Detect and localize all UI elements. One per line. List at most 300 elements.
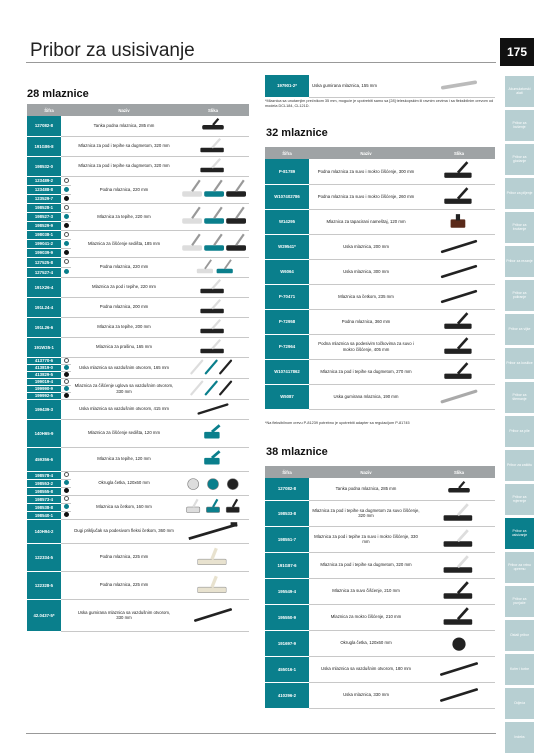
product-code: 413819-0 bbox=[27, 364, 61, 371]
color-cell bbox=[61, 479, 71, 487]
product-code: 191X26-4 bbox=[27, 277, 61, 297]
color-cell bbox=[61, 399, 71, 419]
product-code: 122328-5 bbox=[27, 571, 61, 599]
table-row bbox=[27, 277, 249, 297]
product-description: Podna mlaznica, 225 mm bbox=[71, 543, 177, 571]
product-description: Podna mlaznica, 225 mm bbox=[71, 571, 177, 599]
table-row bbox=[27, 378, 249, 385]
wide-product-image bbox=[424, 580, 494, 602]
floorbrush-product-image bbox=[178, 137, 248, 155]
side-tab[interactable]: Pribor za poliranje bbox=[505, 280, 534, 311]
table-header-name: Naziv bbox=[309, 147, 423, 159]
product-description: Mlaznica za tapacirani nameštaj, 120 mm bbox=[309, 209, 423, 234]
product-description: Tanka podna mlaznica, 285 mm bbox=[71, 116, 177, 136]
product-code: 199992-5 bbox=[27, 392, 61, 399]
table-row bbox=[27, 257, 249, 267]
side-tab[interactable]: Pribor za bušenje bbox=[505, 110, 534, 141]
crevice3-product-image bbox=[178, 358, 248, 376]
side-tab[interactable]: Pribor za piljenje bbox=[505, 178, 534, 209]
side-tab[interactable]: Odjeća bbox=[505, 688, 534, 719]
product-description: Dugi priključak sa podesivom fleksi četkom, 360 mm bbox=[71, 519, 177, 543]
table-row bbox=[27, 136, 249, 156]
side-tab[interactable]: Kofer i torbe bbox=[505, 654, 534, 685]
color-cell bbox=[61, 357, 71, 364]
table-row bbox=[265, 384, 495, 409]
product-code: 198553-2 bbox=[27, 479, 61, 487]
product-image-cell bbox=[423, 159, 495, 184]
product-description: Podna mlaznica, 220 mm bbox=[71, 176, 177, 203]
product-description: Podna mlaznica za suvo i mokro čišćenje, 300 mm bbox=[309, 159, 423, 184]
color-dot bbox=[64, 379, 69, 384]
product-description: Mlaznica za pod i tepihe sa dugmetom, 320 mm bbox=[71, 156, 177, 176]
product-image-cell bbox=[177, 317, 249, 337]
color-dot bbox=[64, 393, 69, 398]
table-row bbox=[265, 526, 495, 552]
product-code: 198551-7 bbox=[265, 526, 309, 552]
color-dot bbox=[64, 472, 69, 477]
color-dot bbox=[64, 386, 69, 391]
section-28-table bbox=[27, 104, 249, 632]
product-description: Mlaznica za pod i tepihe sa dugmetom, 320 mm bbox=[309, 552, 423, 578]
color-cell bbox=[61, 277, 71, 297]
table-row bbox=[27, 357, 249, 364]
table-row bbox=[27, 419, 249, 447]
page-number: 175 bbox=[500, 38, 534, 66]
color-dot bbox=[64, 480, 69, 485]
wide-product-image bbox=[424, 186, 494, 207]
product-image-cell bbox=[423, 656, 495, 682]
product-description: Mlaznica za pod i tepihe, 220 mm bbox=[71, 277, 177, 297]
product-description: Podna mlaznica, 360 mm bbox=[309, 309, 423, 334]
wide-product-image bbox=[424, 311, 494, 332]
table-row bbox=[265, 209, 495, 234]
product-code: 410296-2 bbox=[265, 682, 309, 708]
product-code: 199041-2 bbox=[27, 239, 61, 248]
product-description: Mlaznica za tepihe, 200 mm bbox=[71, 317, 177, 337]
color-cell bbox=[61, 471, 71, 479]
wide-product-image bbox=[424, 361, 494, 382]
product-description: Podna mlaznica, 220 mm bbox=[71, 257, 177, 277]
table-row bbox=[265, 578, 495, 604]
product-description: Mlaznica za pod i tepihe sa dugmetom za suvo čišćenje, 320 mm bbox=[309, 500, 423, 526]
product-image-cell bbox=[177, 543, 249, 571]
table-row bbox=[27, 317, 249, 337]
product-code: 123488-8 bbox=[27, 185, 61, 194]
product-image-cell bbox=[177, 495, 249, 519]
product-code: 122334-5 bbox=[27, 543, 61, 571]
floor-product-image bbox=[424, 479, 494, 497]
side-tab[interactable]: Ostali pribor bbox=[505, 620, 534, 651]
color-cell bbox=[61, 495, 71, 503]
color-dot bbox=[64, 259, 69, 264]
long-product-image bbox=[178, 520, 248, 542]
product-description: Mlaznica za pod i tepihe za suvo i mokro čišćenje, 330 mm bbox=[309, 526, 423, 552]
color-dot bbox=[64, 269, 69, 274]
floorbrush-product-image bbox=[178, 338, 248, 356]
graycrevice-product-image bbox=[424, 386, 494, 407]
color-cell bbox=[61, 239, 71, 248]
color-cell bbox=[61, 136, 71, 156]
color-cell bbox=[61, 519, 71, 543]
table-row bbox=[27, 337, 249, 357]
crevice-product-image bbox=[424, 261, 494, 282]
color-cell bbox=[61, 257, 71, 267]
color-cell bbox=[61, 392, 71, 399]
color-cell bbox=[61, 378, 71, 385]
table-row bbox=[27, 471, 249, 479]
product-image-cell bbox=[423, 259, 495, 284]
round-product-image bbox=[424, 632, 494, 654]
table-row bbox=[27, 447, 249, 471]
footer-divider bbox=[26, 733, 496, 734]
product-code: 195550-9 bbox=[265, 604, 309, 630]
product-description: Mlaznica za tepihe, 220 mm bbox=[71, 203, 177, 230]
side-tab[interactable]: Pribor za vijke bbox=[505, 314, 534, 345]
duo-product-image bbox=[178, 258, 248, 276]
product-image-cell bbox=[423, 334, 495, 359]
product-code: 413770-6 bbox=[27, 357, 61, 364]
product-image-cell bbox=[423, 682, 495, 708]
product-code: 123529-7 bbox=[27, 194, 61, 203]
crevice-product-image bbox=[424, 684, 494, 706]
page-title: Pribor za usisivanje bbox=[30, 40, 195, 61]
color-cell bbox=[61, 419, 71, 447]
product-image-cell bbox=[177, 599, 249, 631]
hose-product-image bbox=[424, 76, 494, 94]
color-dot bbox=[64, 504, 69, 509]
color-cell bbox=[61, 543, 71, 571]
product-image-cell bbox=[177, 357, 249, 378]
table-row bbox=[265, 284, 495, 309]
floorbrush-product-image bbox=[178, 318, 248, 336]
product-code: 199019-4 bbox=[27, 378, 61, 385]
color-cell bbox=[61, 503, 71, 511]
table-row bbox=[265, 184, 495, 209]
product-code: W14295 bbox=[265, 209, 309, 234]
color-dot bbox=[64, 205, 69, 210]
product-image-cell bbox=[423, 478, 495, 500]
table-row bbox=[27, 571, 249, 599]
product-image-cell bbox=[423, 75, 495, 97]
table-row bbox=[265, 682, 495, 708]
trio-product-image bbox=[178, 178, 248, 200]
product-description: Mlaznica za pod i tepihe sa dugmetom, 270 mm bbox=[309, 359, 423, 384]
side-tab[interactable]: Pribor za rezanje bbox=[505, 246, 534, 277]
table-row bbox=[265, 359, 495, 384]
table-row bbox=[265, 630, 495, 656]
product-code: 191G86-8 bbox=[27, 136, 61, 156]
product-description: Podna mlaznica, 200 mm bbox=[71, 297, 177, 317]
product-image-cell bbox=[177, 297, 249, 317]
side-tab[interactable]: Pribor za glodanje bbox=[505, 144, 534, 175]
product-description: Mlaznica za prašinu, 165 mm bbox=[71, 337, 177, 357]
top-right-table bbox=[265, 75, 495, 98]
note-35mm: *Mlaznica sa unutarnjim prečnikom 35 mm, moguće je upotrebiti samo sa [28] teleskopskim ili ravnim cevima i sa fleksibilnim crevom od modela DCL184, CL121D. bbox=[265, 99, 494, 108]
color-dot bbox=[64, 214, 69, 219]
color-dot bbox=[64, 223, 69, 228]
product-code: 127082-8 bbox=[27, 116, 61, 136]
crevice-product-image bbox=[178, 400, 248, 418]
product-code: 191L26-6 bbox=[27, 317, 61, 337]
product-description: Uska mlaznica sa vazdušnim otvorom, 415 mm bbox=[71, 399, 177, 419]
crevice-product-image bbox=[424, 236, 494, 257]
product-image-cell bbox=[177, 156, 249, 176]
product-code: 198527-3 bbox=[27, 212, 61, 221]
product-code: W29541* bbox=[265, 234, 309, 259]
color-cell bbox=[61, 297, 71, 317]
product-image-cell bbox=[177, 447, 249, 471]
product-image-cell bbox=[177, 399, 249, 419]
table-header-name: Naziv bbox=[71, 104, 177, 116]
color-cell bbox=[61, 385, 71, 392]
color-dot bbox=[64, 358, 69, 363]
table-row bbox=[265, 309, 495, 334]
table-row bbox=[27, 399, 249, 419]
color-cell bbox=[61, 364, 71, 371]
product-image-cell bbox=[177, 277, 249, 297]
product-code: 198529-9 bbox=[27, 221, 61, 230]
color-cell bbox=[61, 156, 71, 176]
product-code: 123489-2 bbox=[27, 176, 61, 185]
product-code: 455016-1 bbox=[265, 656, 309, 682]
product-code: W107417862 bbox=[265, 359, 309, 384]
table-row bbox=[265, 334, 495, 359]
floorbrush-product-image bbox=[424, 554, 494, 576]
wide-product-image bbox=[424, 160, 494, 181]
product-image-cell bbox=[423, 209, 495, 234]
table-header-image: Slika bbox=[423, 466, 495, 478]
table-row bbox=[27, 599, 249, 631]
product-image-cell bbox=[423, 578, 495, 604]
product-description: Uska mlaznica, 330 mm bbox=[309, 682, 423, 708]
side-tab[interactable]: Indeks bbox=[505, 722, 534, 753]
crevice-product-image bbox=[424, 286, 494, 307]
product-description: Uska mlaznica, 200 mm bbox=[309, 234, 423, 259]
note-adapter: *Na fleksibilnom crevu P-81239 potrebno je upotrebiti adapter sa regulacijom P-81745 bbox=[265, 421, 410, 425]
product-image-cell bbox=[177, 519, 249, 543]
product-image-cell bbox=[177, 378, 249, 399]
product-description: Uska mlaznica sa vazdušnim otvorom, 165 mm bbox=[71, 357, 177, 378]
product-description: Podna mlaznica za suvo i mokro čišćenje, 260 mm bbox=[309, 184, 423, 209]
floor-product-image bbox=[178, 116, 248, 134]
side-tab[interactable]: Pribor za zaštitu bbox=[505, 450, 534, 481]
color-dot bbox=[64, 488, 69, 493]
color-dot bbox=[64, 178, 69, 183]
table-row bbox=[265, 500, 495, 526]
crevice3-product-image bbox=[178, 379, 248, 397]
product-image-cell bbox=[177, 419, 249, 447]
product-image-cell bbox=[177, 116, 249, 136]
table-row bbox=[27, 495, 249, 503]
table-row bbox=[265, 656, 495, 682]
product-code: 140H94-2 bbox=[27, 519, 61, 543]
section-32-title: 32 mlaznice bbox=[266, 127, 328, 139]
color-cell bbox=[61, 511, 71, 519]
product-image-cell bbox=[423, 604, 495, 630]
color-cell bbox=[61, 185, 71, 194]
product-description: Uska gumirana mlaznica, 155 mm bbox=[309, 75, 423, 97]
product-code: 459356-6 bbox=[27, 447, 61, 471]
product-description: Mlaznica za tepihe, 120 mm bbox=[71, 447, 177, 471]
product-image-cell bbox=[423, 359, 495, 384]
crevice-product-image bbox=[424, 658, 494, 680]
color-dot bbox=[64, 196, 69, 201]
product-code: 198555-8 bbox=[27, 487, 61, 495]
product-image-cell bbox=[177, 337, 249, 357]
product-image-cell bbox=[177, 203, 249, 230]
side-tab[interactable]: Pribor za usisivanje bbox=[505, 518, 534, 549]
wide-product-image bbox=[424, 606, 494, 628]
product-description: Mlaznica sa četkom, 235 mm bbox=[309, 284, 423, 309]
product-description: Uska mlaznica sa vazdušnim otvorom, 180 mm bbox=[309, 656, 423, 682]
product-image-cell bbox=[177, 176, 249, 203]
color-dot bbox=[64, 241, 69, 246]
color-dot bbox=[64, 512, 69, 517]
table-header-code: Šifra bbox=[265, 466, 309, 478]
product-code: P-81789 bbox=[265, 159, 309, 184]
product-description: Okrugla četka, 120x60 mm bbox=[309, 630, 423, 656]
side-tab[interactable]: Akumulatorski alati bbox=[505, 76, 534, 107]
table-row bbox=[265, 604, 495, 630]
product-image-cell bbox=[423, 630, 495, 656]
table-row bbox=[265, 159, 495, 184]
table-row bbox=[27, 543, 249, 571]
color-dot bbox=[64, 232, 69, 237]
color-dot bbox=[64, 365, 69, 370]
product-description: Mlaznica za čišćenje sedišta, 185 mm bbox=[71, 230, 177, 257]
side-tab[interactable]: Pribor za mjerenje bbox=[505, 484, 534, 515]
side-tab[interactable]: Pribor za štemanje bbox=[505, 382, 534, 413]
product-description: Mlaznica za čišćenje uglova sa vazdušnim otvorom, 330 mm bbox=[71, 378, 177, 399]
product-code: 199439-3 bbox=[27, 399, 61, 419]
color-cell bbox=[61, 371, 71, 378]
product-code: 197901-2* bbox=[265, 75, 309, 97]
product-image-cell bbox=[423, 234, 495, 259]
product-code: 198573-4 bbox=[27, 495, 61, 503]
brush3-product-image bbox=[178, 496, 248, 518]
color-cell bbox=[61, 447, 71, 471]
product-image-cell bbox=[423, 526, 495, 552]
section-32-table bbox=[265, 147, 495, 410]
color-cell bbox=[61, 571, 71, 599]
table-row bbox=[265, 75, 495, 97]
product-code: P-72964 bbox=[265, 334, 309, 359]
product-image-cell bbox=[423, 309, 495, 334]
color-cell bbox=[61, 194, 71, 203]
product-description: Mlaznica za čišćenje sedišta, 120 mm bbox=[71, 419, 177, 447]
color-cell bbox=[61, 317, 71, 337]
table-row bbox=[265, 552, 495, 578]
color-dot bbox=[64, 187, 69, 192]
product-description: Tanka podna mlaznica, 285 mm bbox=[309, 478, 423, 500]
table-header-code: Šifra bbox=[265, 147, 309, 159]
product-code: 198038-1 bbox=[27, 230, 61, 239]
crevice-product-image bbox=[178, 604, 248, 626]
product-code: 191697-9 bbox=[265, 630, 309, 656]
side-tab[interactable]: Pribor za pile bbox=[505, 416, 534, 447]
color-cell bbox=[61, 599, 71, 631]
seat-product-image bbox=[178, 422, 248, 444]
product-code: 413829-5 bbox=[27, 371, 61, 378]
table-header-code: Šifra bbox=[27, 104, 71, 116]
product-code: 198540-1 bbox=[27, 511, 61, 519]
product-description: Uska gumirana mlaznica sa vazdušnim otvorom, 330 mm bbox=[71, 599, 177, 631]
table-row bbox=[27, 156, 249, 176]
section-38-title: 38 mlaznice bbox=[266, 446, 328, 458]
product-code: 191L24-4 bbox=[27, 297, 61, 317]
table-row bbox=[27, 230, 249, 239]
table-row bbox=[265, 259, 495, 284]
table-row bbox=[265, 478, 495, 500]
table-row bbox=[27, 519, 249, 543]
product-code: 198533-8 bbox=[265, 500, 309, 526]
round3-product-image bbox=[178, 472, 248, 494]
side-tabs bbox=[505, 76, 534, 756]
product-description: Okrugla četka, 120x60 mm bbox=[71, 471, 177, 495]
product-image-cell bbox=[423, 552, 495, 578]
product-code: 198528-1 bbox=[27, 203, 61, 212]
product-code: P-72958 bbox=[265, 309, 309, 334]
product-image-cell bbox=[177, 257, 249, 277]
table-header-name: Naziv bbox=[309, 466, 423, 478]
product-code: 199039-9 bbox=[27, 248, 61, 257]
side-tab[interactable]: Pribor za vrtnu opremu bbox=[505, 552, 534, 583]
product-description: Uska gumirana mlaznica, 190 mm bbox=[309, 384, 423, 409]
product-code: P-70471 bbox=[265, 284, 309, 309]
product-code: 191G87-6 bbox=[265, 552, 309, 578]
table-header-image: Slika bbox=[423, 147, 495, 159]
product-image-cell bbox=[423, 284, 495, 309]
color-cell bbox=[61, 221, 71, 230]
product-code: 195549-4 bbox=[265, 578, 309, 604]
product-description: Mlaznica za pod i tepihe sa dugmetom, 320 mm bbox=[71, 136, 177, 156]
color-dot bbox=[64, 496, 69, 501]
side-tab[interactable]: Pribor za punjače bbox=[505, 586, 534, 617]
whitefloor-product-image bbox=[178, 546, 248, 568]
table-row bbox=[27, 203, 249, 212]
trio-product-image bbox=[178, 232, 248, 254]
color-dot bbox=[64, 250, 69, 255]
wide-product-image bbox=[424, 336, 494, 357]
product-description: Mlaznica za suvo čišćenje, 210 mm bbox=[309, 578, 423, 604]
table-row bbox=[27, 116, 249, 136]
product-description: Uska mlaznica, 300 mm bbox=[309, 259, 423, 284]
color-cell bbox=[61, 176, 71, 185]
product-description: Podna mlaznica sa podesivim točkovima za suvo i mokro čišćenje, 405 mm bbox=[309, 334, 423, 359]
side-tab[interactable]: Pribor za kosilice bbox=[505, 348, 534, 379]
product-description: Mlaznica sa četkom, 160 mm bbox=[71, 495, 177, 519]
floorbrush-product-image bbox=[178, 278, 248, 296]
trio-product-image bbox=[178, 205, 248, 227]
table-row bbox=[27, 176, 249, 185]
side-tab[interactable]: Pribor za brušenje bbox=[505, 212, 534, 243]
product-code: 198578-4 bbox=[27, 471, 61, 479]
color-cell bbox=[61, 248, 71, 257]
product-image-cell bbox=[423, 384, 495, 409]
table-row bbox=[265, 234, 495, 259]
section-28-title: 28 mlaznice bbox=[27, 88, 89, 100]
product-code: 127082-8 bbox=[265, 478, 309, 500]
color-dot bbox=[64, 372, 69, 377]
floorbrush-product-image bbox=[178, 157, 248, 175]
table-row bbox=[27, 297, 249, 317]
seat-product-image bbox=[178, 448, 248, 470]
product-code: 191W35-1 bbox=[27, 337, 61, 357]
product-image-cell bbox=[423, 184, 495, 209]
color-cell bbox=[61, 267, 71, 277]
product-code: 140H65-9 bbox=[27, 419, 61, 447]
floorbrush-product-image bbox=[178, 298, 248, 316]
